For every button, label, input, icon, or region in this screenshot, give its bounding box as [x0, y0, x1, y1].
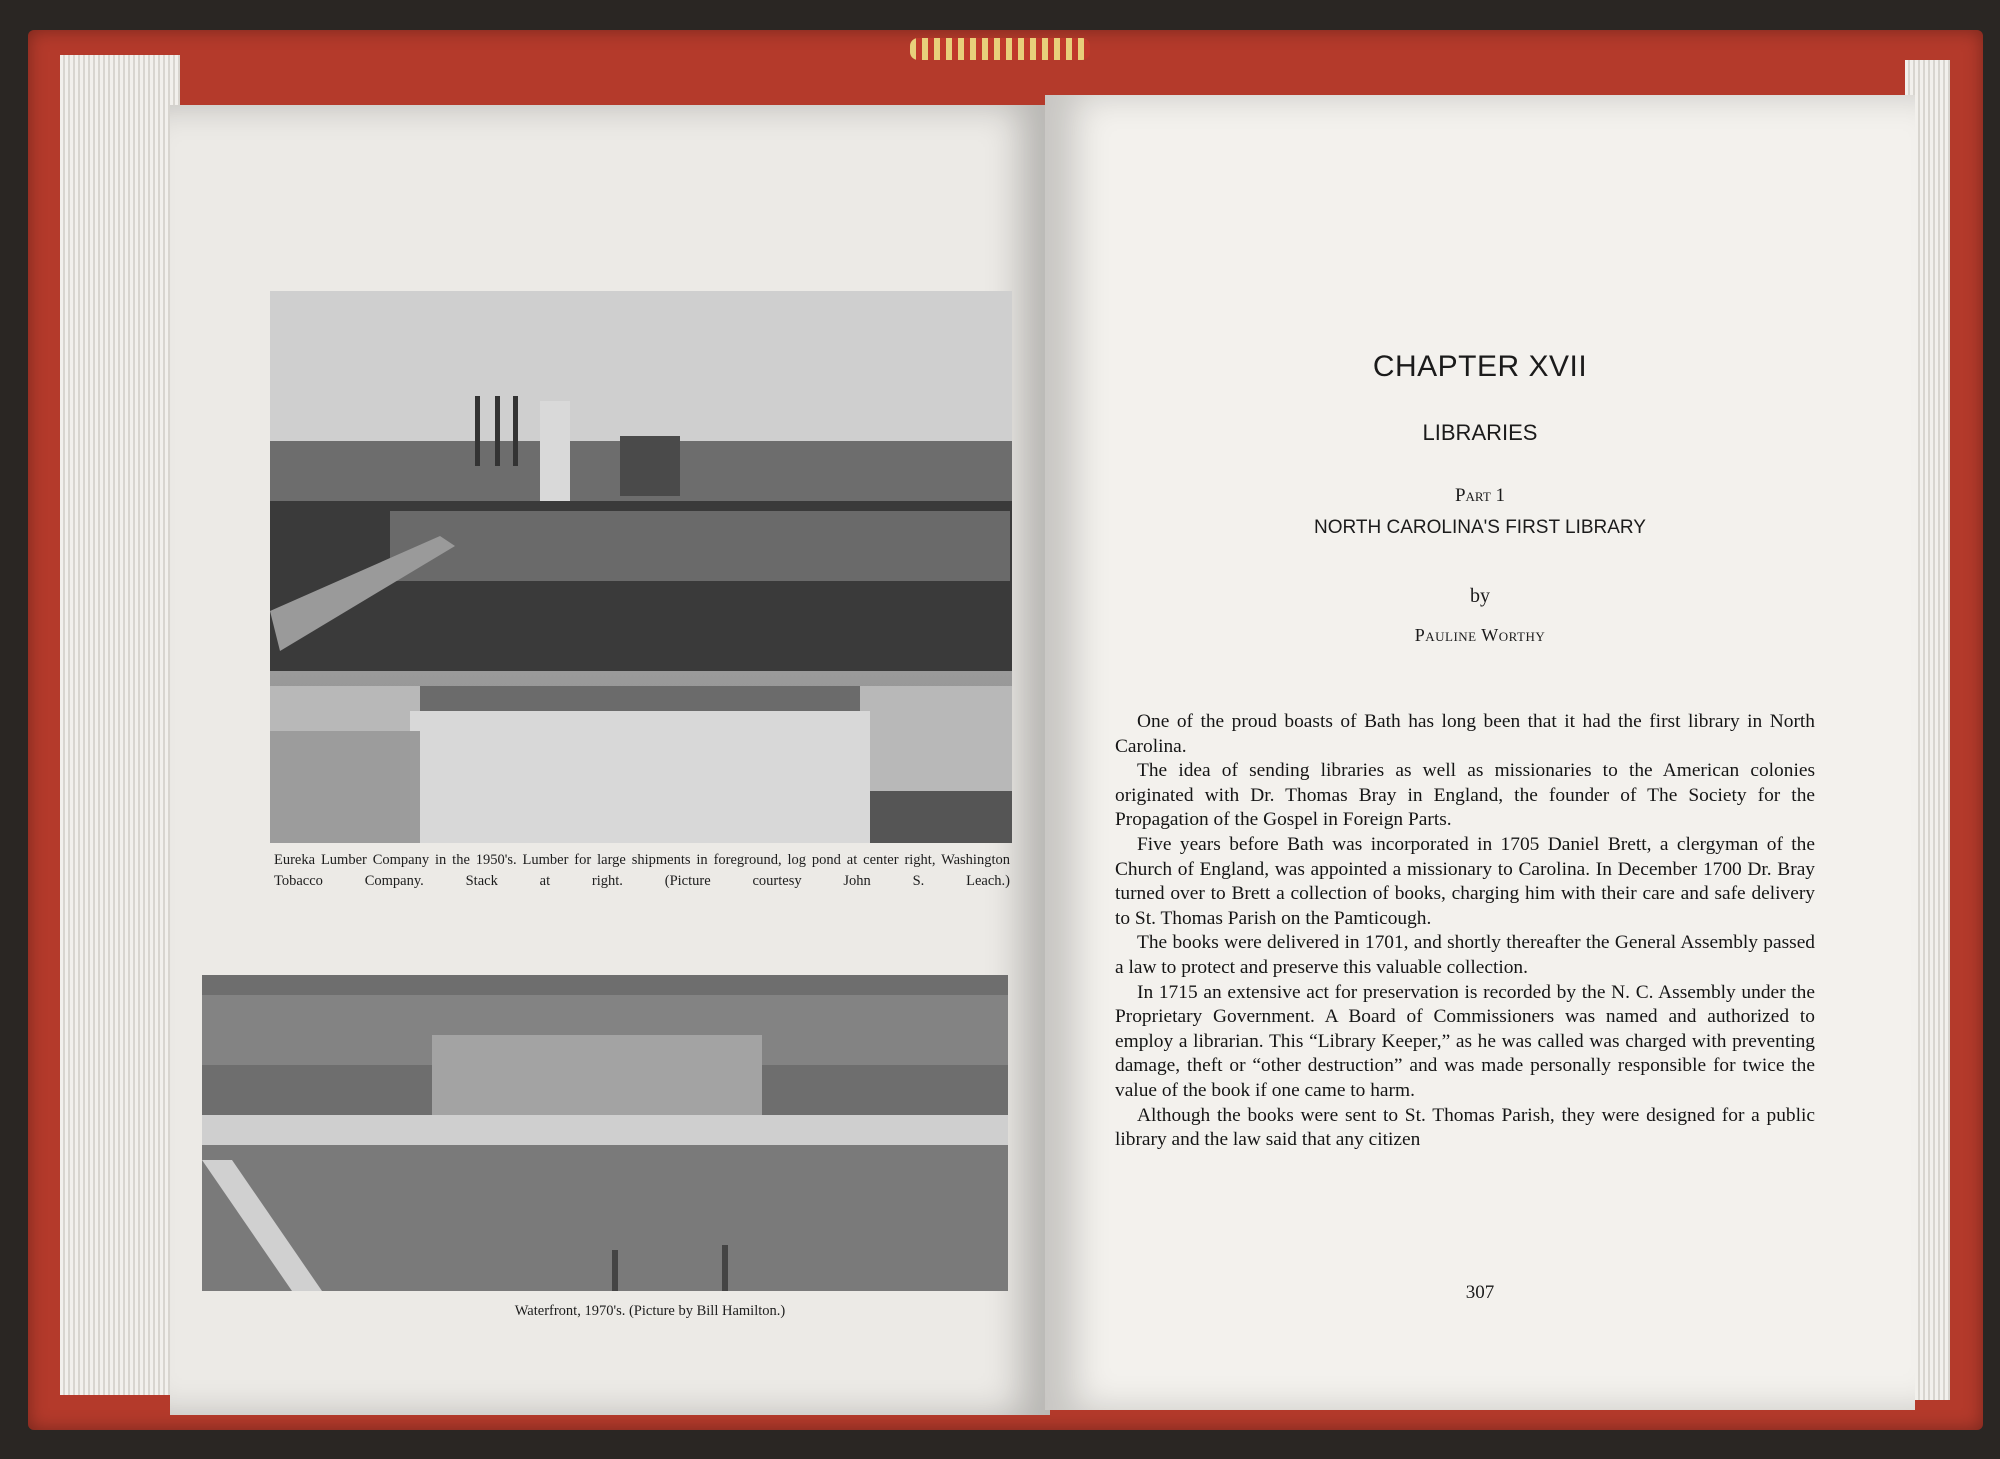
lumber-yard-photo — [270, 291, 1012, 843]
page-edges-left — [60, 55, 180, 1395]
byline-by: by — [1470, 585, 1490, 607]
chapter-heading: CHAPTER XVII — [1372, 350, 1588, 383]
paragraph: The books were delivered in 1701, and shortly thereafter the General Assembly passed a law to protect and preserve this valuable collection. — [1115, 932, 1815, 978]
part-title: NORTH CAROLINA'S FIRST LIBRARY — [1314, 517, 1646, 538]
part-label: Part 1 — [1454, 485, 1506, 506]
paragraph: Five years before Bath was incorporated in 1705 Daniel Brett, a clergyman of the Church of England, was appointed a missionary to Carolina. In December 1700 Dr. Bray turned over to Brett a collection of books, charging him with their care and safe delivery to St. Thomas Parish on the Pamticough. — [1115, 833, 1815, 929]
photo-caption-top: Eureka Lumber Company in the 1950's. Lumber for large shipments in foreground, log pond at center right, Washington Tobacco Company. Stack at right. (Picture courtesy John S. Leach.) — [274, 852, 1010, 889]
right-page — [1045, 95, 1915, 1410]
paragraph: Although the books were sent to St. Thomas Parish, they were designed for a public library and the law said that any citizen — [1115, 1104, 1815, 1151]
paragraph: The idea of sending libraries as well as missionaries to the American colonies originated with Dr. Thomas Bray in England, the founder of The Society for the Propagation of the Gospel in Foreign Parts. — [1115, 760, 1815, 831]
photo-caption-bottom: Waterfront, 1970's. (Picture by Bill Hamilton.) — [514, 1303, 786, 1319]
author-name: Pauline Worthy — [1414, 625, 1546, 645]
left-page — [170, 105, 1050, 1415]
section-title: LIBRARIES — [1422, 420, 1538, 445]
headband — [910, 38, 1090, 60]
waterfront-aerial-photo — [202, 975, 1008, 1291]
body-text — [1115, 710, 1815, 1153]
page-number: 307 — [1465, 1282, 1495, 1303]
paragraph: In 1715 an extensive act for preservation is recorded by the N. C. Assembly under the Proprietary Government. A Board of Commissioners was named and authorized to employ a librarian. This “Library Keeper,” as he was called was charged with preventing damage, theft or “other destruction” and was made personally responsible for twice the value of the book if one came to harm. — [1115, 981, 1815, 1101]
paragraph: One of the proud boasts of Bath has long been that it had the first library in North Carolina. — [1115, 711, 1815, 757]
